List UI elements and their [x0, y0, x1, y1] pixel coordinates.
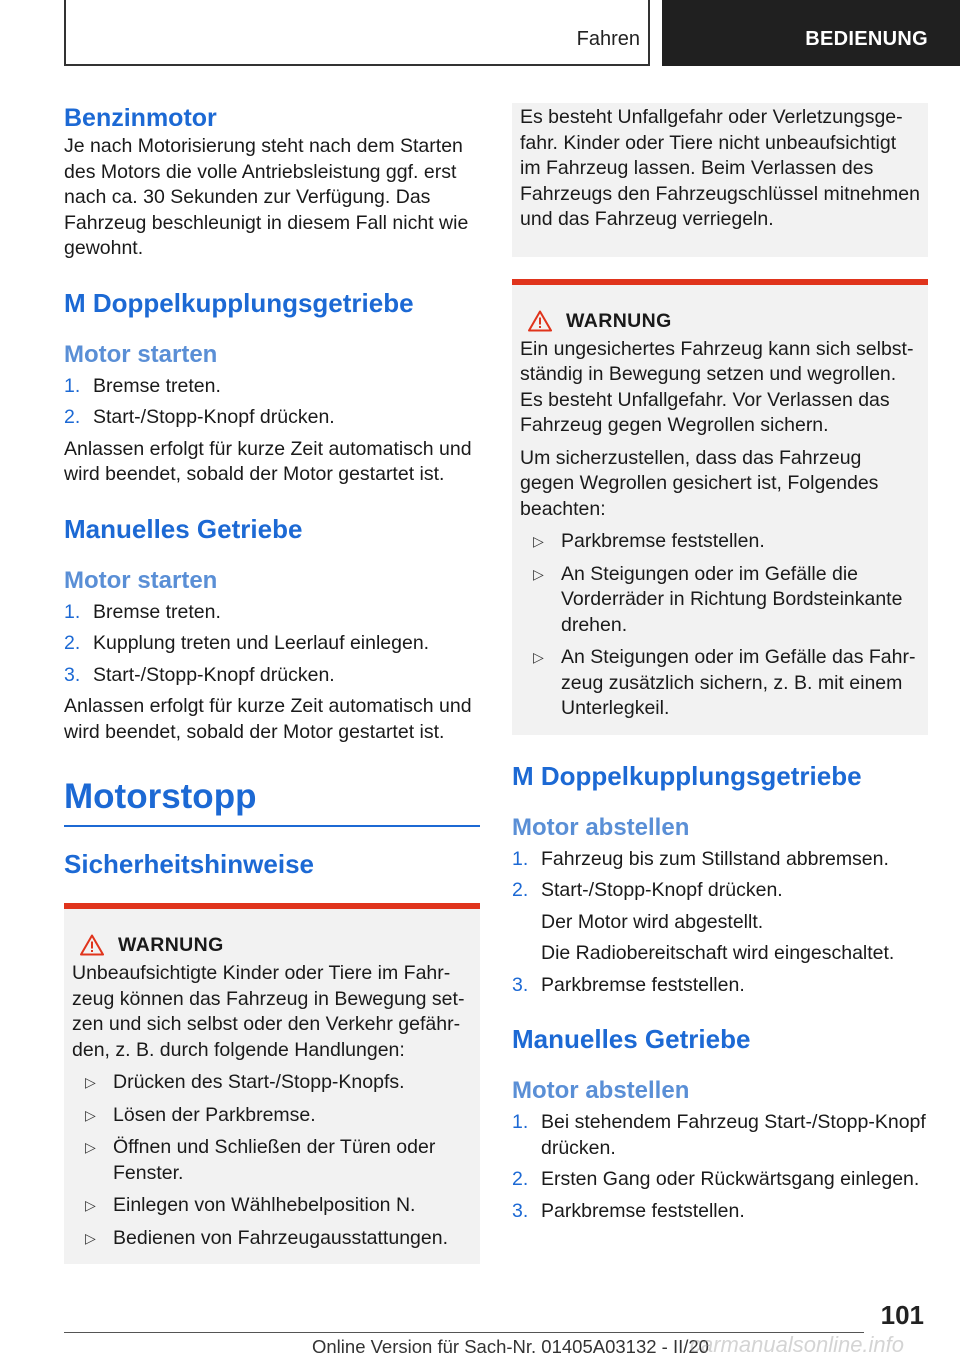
list-item-text: Lösen der Parkbremse.	[113, 1103, 316, 1126]
dkg-motor-starten-heading: Motor starten	[64, 340, 218, 368]
step-result-text: Die Radiobereitschaft wird eingeschaltet.	[541, 942, 895, 964]
step-number: 2.	[64, 632, 81, 654]
list-item	[72, 1193, 472, 1219]
step-text: Ersten Gang oder Rückwärtsgang einlegen.	[541, 1168, 920, 1190]
warning-text: Unbeaufsichtigte Kinder oder Tiere im Fahrzeug können das Fahrzeug in Bewegung setzen und sich selbst oder den Verkehr gefährden, z. B. durch folgende Handlungen:	[72, 962, 465, 1061]
dkg-start-note: Anlassen erfolgt für kurze Zeit automatisch und wird beendet, sobald der Motor gestartet ist.	[64, 437, 472, 485]
warning-actions-list	[72, 1070, 472, 1251]
list-item	[72, 1103, 472, 1129]
dkg-start-steps	[64, 374, 480, 431]
benzinmotor-heading: Benzinmotor	[64, 104, 217, 132]
list-item	[72, 1070, 472, 1096]
list-item	[64, 374, 480, 400]
warning-triangle-icon	[528, 310, 552, 332]
step-text: Start-/Stopp-Knopf drücken.	[93, 663, 335, 686]
warning-label: WARNUNG	[118, 934, 224, 956]
step-number: 1.	[512, 1111, 529, 1133]
step-number: 2.	[64, 406, 81, 428]
manuell-start-note: Anlassen erfolgt für kurze Zeit automatisch und wird beendet, sobald der Motor gestartet ist.	[64, 695, 472, 743]
list-item-text: An Steigungen oder im Gefälle die Vorderräder in Richtung Bordsteinkante drehen.	[561, 562, 903, 636]
list-item	[512, 878, 928, 967]
list-item	[512, 847, 928, 873]
triangle-bullet-icon: ▷	[85, 1139, 96, 1155]
manuell-heading: Manuelles Getriebe	[64, 513, 303, 544]
warning-label: WARNUNG	[566, 309, 672, 332]
list-item-text: Bedienen von Fahrzeugausstattungen.	[113, 1226, 448, 1249]
list-item	[512, 973, 928, 999]
manuell-stop-steps	[512, 1110, 928, 1224]
dkg-stop-heading: M Doppelkupplungsgetriebe	[512, 760, 862, 791]
warning-box-children-continued	[512, 103, 928, 257]
list-item	[64, 600, 480, 626]
list-item-text: Öffnen und Schließen der Türen oder Fenster.	[113, 1136, 436, 1184]
step-text: Start-/Stopp-Knopf drücken.	[93, 406, 335, 428]
triangle-bullet-icon: ▷	[85, 1197, 96, 1213]
warning-triangle-icon	[80, 934, 104, 956]
footer-version-text: Online Version für Sach-Nr. 01405A03132 - II/20	[312, 1336, 709, 1357]
list-item	[520, 645, 920, 722]
list-item	[64, 631, 480, 657]
warning-box-children	[64, 903, 480, 1264]
warning-text: Ein ungesichertes Fahrzeug kann sich selbstständig in Bewegung setzen und wegrollen. Es besteht Unfallgefahr. Vor Verlassen das Fahrzeug gegen Wegrollen sichern.	[520, 337, 914, 436]
warning-text-2: Um sicherzustellen, dass das Fahrzeug gegen Wegrollen gesichert ist, Folgendes beachten:	[520, 446, 879, 520]
left-column	[64, 100, 480, 1264]
step-text: Bremse treten.	[93, 374, 221, 397]
warning-box-rolling	[512, 279, 928, 735]
list-item	[72, 1226, 472, 1252]
manuell-motor-abstellen-heading: Motor abstellen	[512, 1077, 690, 1104]
warning-title	[72, 933, 472, 957]
list-item-text: An Steigungen oder im Gefälle das Fahrzeug zusätzlich sichern, z. B. mit einem Unterlegkeil.	[561, 646, 916, 719]
header-chapter-title: BEDIENUNG	[805, 28, 928, 50]
list-item-text: Drücken des Start-/Stopp-Knopfs.	[113, 1071, 405, 1093]
motorstopp-heading: Motorstopp	[64, 775, 480, 827]
step-number: 1.	[512, 847, 529, 870]
list-item	[512, 1167, 928, 1193]
right-column	[512, 100, 928, 1230]
step-number: 1.	[64, 600, 81, 623]
list-item-text: Einlegen von Wählhebelposition N.	[113, 1194, 416, 1216]
header-section-title: Fahren	[576, 28, 640, 50]
step-number: 3.	[512, 973, 529, 996]
list-item	[64, 663, 480, 689]
list-item	[72, 1135, 472, 1186]
dkg-stop-steps	[512, 847, 928, 999]
step-result-text: Der Motor wird abgestellt.	[541, 910, 764, 933]
triangle-bullet-icon: ▷	[85, 1074, 96, 1090]
page-number: 101	[880, 1300, 924, 1330]
watermark-text: carmanualsonline.info	[690, 1332, 905, 1357]
header-section-box	[64, 0, 650, 66]
triangle-bullet-icon: ▷	[85, 1106, 96, 1123]
step-number: 2.	[512, 879, 529, 901]
step-text: Bremse treten.	[93, 600, 221, 623]
list-item	[520, 562, 920, 639]
warning-measures-list	[520, 529, 920, 722]
list-item-text: Parkbremse feststellen.	[561, 530, 765, 552]
step-text: Parkbremse feststellen.	[541, 973, 745, 996]
list-item	[512, 1199, 928, 1225]
sicherheitshinweise-heading: Sicherheitshinweise	[64, 849, 314, 879]
step-number: 3.	[64, 663, 81, 686]
step-number: 3.	[512, 1199, 529, 1222]
triangle-bullet-icon: ▷	[85, 1229, 96, 1246]
triangle-bullet-icon: ▷	[533, 565, 544, 582]
triangle-bullet-icon: ▷	[533, 649, 544, 665]
triangle-bullet-icon: ▷	[533, 533, 544, 549]
manuell-start-steps	[64, 600, 480, 689]
step-text: Start-/Stopp-Knopf drücken.	[541, 879, 783, 901]
step-text: Kupplung treten und Leerlauf einlegen.	[93, 632, 430, 654]
step-text: Parkbremse feststellen.	[541, 1199, 745, 1222]
dkg-motor-abstellen-heading: Motor abstellen	[512, 813, 690, 841]
warning-continued-text: Es besteht Unfallgefahr oder Verletzungsgefahr. Kinder oder Tiere nicht unbeaufsichtigt im Fahrzeug lassen. Beim Verlassen des Fahrzeugs den Fahrzeugschlüssel mitnehmen und das Fahrzeug verriegeln.	[520, 106, 920, 230]
step-number: 2.	[512, 1168, 529, 1190]
header-chapter-box	[662, 0, 960, 66]
warning-title	[520, 309, 920, 333]
benzinmotor-text: Je nach Motorisierung steht nach dem Starten des Motors die volle Antriebsleistung ggf. erst nach ca. 30 Sekunden zur Verfügung. Das Fahrzeug beschleunigt in diesem Fall nicht wie gewohnt.	[64, 135, 469, 259]
manuell-stop-heading: Manuelles Getriebe	[512, 1024, 751, 1054]
step-number: 1.	[64, 374, 81, 397]
list-item	[520, 529, 920, 555]
dkg-heading: M Doppelkupplungsgetriebe	[64, 287, 414, 318]
step-text: Bei stehendem Fahrzeug Start-/Stopp-Knopf drücken.	[541, 1111, 926, 1159]
manuell-motor-starten-heading: Motor starten	[64, 566, 218, 594]
list-item	[64, 405, 480, 431]
list-item	[512, 1110, 928, 1161]
step-text: Fahrzeug bis zum Stillstand abbremsen.	[541, 847, 889, 870]
